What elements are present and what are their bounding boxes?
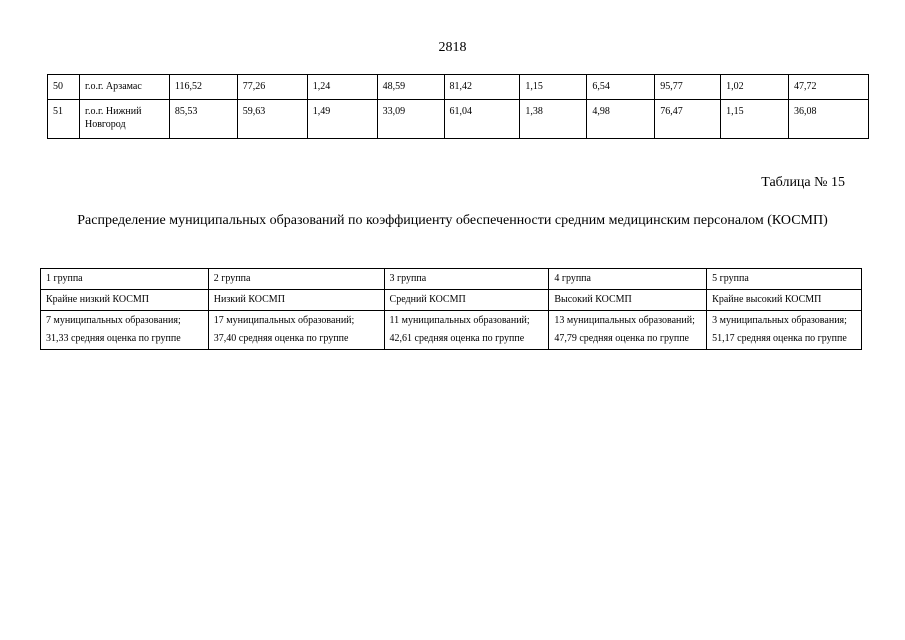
municipality-name: г.о.г. Арзамас (79, 75, 169, 100)
table-row (48, 75, 869, 100)
group-description: 11 муниципальных образований; 42,61 средняя оценка по группе (384, 311, 549, 350)
table-cell: 1,24 (307, 75, 377, 100)
page-number: 2818 (438, 40, 467, 55)
group-table (40, 268, 862, 350)
group-label: 2 группа (208, 269, 384, 290)
table-cell: 59,63 (237, 100, 307, 139)
table-row (48, 100, 869, 139)
table-cell: 76,47 (655, 100, 721, 139)
group-level: Высокий КОСМП (549, 290, 707, 311)
group-label: 3 группа (384, 269, 549, 290)
group-level: Крайне низкий КОСМП (41, 290, 209, 311)
table-cell: 95,77 (655, 75, 721, 100)
group-description: 3 муниципальных образования; 51,17 средняя оценка по группе (707, 311, 862, 350)
table-caption: Таблица № 15 (761, 175, 845, 190)
table-cell: 116,52 (169, 75, 237, 100)
group-level: Низкий КОСМП (208, 290, 384, 311)
table-cell: 61,04 (444, 100, 520, 139)
table-cell: 77,26 (237, 75, 307, 100)
table-row (41, 311, 862, 350)
table-heading: Распределение муниципальных образований по коэффициенту обеспеченности средним медицинским персоналом (КОСМП) (77, 213, 828, 228)
table-cell: 1,38 (520, 100, 587, 139)
group-label: 4 группа (549, 269, 707, 290)
indicator-table (47, 74, 869, 139)
table-cell: 1,49 (307, 100, 377, 139)
row-number: 50 (48, 75, 80, 100)
group-description: 17 муниципальных образований; 37,40 средняя оценка по группе (208, 311, 384, 350)
table-cell: 81,42 (444, 75, 520, 100)
table-row (41, 269, 862, 290)
table-cell: 85,53 (169, 100, 237, 139)
table-cell: 48,59 (377, 75, 444, 100)
table-cell: 1,15 (520, 75, 587, 100)
table-cell: 6,54 (587, 75, 655, 100)
group-label: 1 группа (41, 269, 209, 290)
table-cell: 36,08 (789, 100, 869, 139)
group-label: 5 группа (707, 269, 862, 290)
group-level: Крайне высокий КОСМП (707, 290, 862, 311)
table-cell: 1,15 (721, 100, 789, 139)
table-cell: 1,02 (721, 75, 789, 100)
table-cell: 33,09 (377, 100, 444, 139)
table-row (41, 290, 862, 311)
group-level: Средний КОСМП (384, 290, 549, 311)
row-number: 51 (48, 100, 80, 139)
municipality-name: г.о.г. Нижний Новгород (79, 100, 169, 139)
group-description: 7 муниципальных образования; 31,33 средняя оценка по группе (41, 311, 209, 350)
table-cell: 4,98 (587, 100, 655, 139)
group-description: 13 муниципальных образований; 47,79 средняя оценка по группе (549, 311, 707, 350)
table-cell: 47,72 (789, 75, 869, 100)
